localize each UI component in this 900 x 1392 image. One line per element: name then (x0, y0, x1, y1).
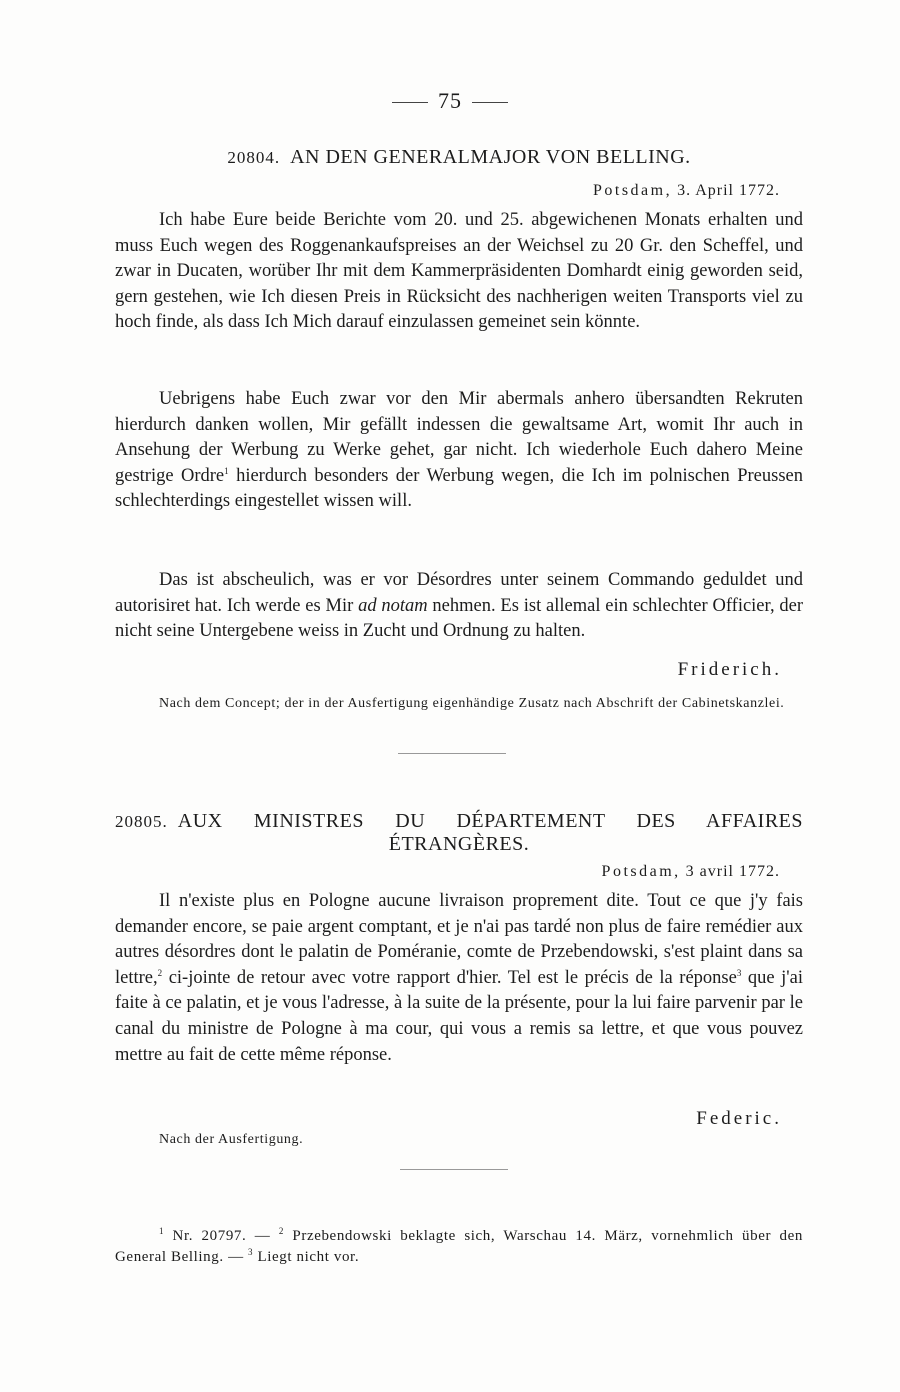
rule-left (392, 102, 428, 103)
letter2-number: 20805. (115, 812, 168, 831)
letter1-dateline (593, 182, 780, 200)
letter1-number: 20804. (227, 148, 281, 167)
section-separator (398, 753, 506, 754)
letter2-source-note: Nach der Ausfertigung. (159, 1132, 304, 1147)
page-number-line (0, 88, 900, 114)
letter2-place: Potsdam, (601, 863, 681, 880)
footnote-1: Nr. 20797. — (164, 1228, 279, 1244)
footnote-separator (400, 1169, 508, 1170)
letter2-heading (115, 810, 803, 856)
footnote-2: Przebendowski beklagte sich, Warschau 14. März, vornehmlich über den General Belling. — (115, 1228, 804, 1265)
letter1-paragraph-2-text-a: Uebrigens habe Euch zwar vor den Mir abermals anhero übersandten Rekruten hierdurch danken wollen, Mir gefällt indessen die gewaltsame Art, womit Ihr auch in Ansehung der Werbung zu Werke gehet, gar nicht. Ich wiederhole Euch dahero Meine gestrige Ordre (115, 389, 803, 486)
postscript-italic: ad notam (358, 595, 428, 616)
letter1-title: AN DEN GENERALMAJOR VON BELLING. (290, 146, 691, 168)
letter1-source-note: Nach dem Concept; der in der Ausfertigung eigenhändige Zusatz nach Abschrift der Cabinetskanzlei. (159, 696, 785, 711)
letter1-paragraph-1: Ich habe Eure beide Berichte vom 20. und 25. abgewichenen Monats erhalten und muss Euch wegen des Roggenankaufspreises an der Weichsel zu 20 Gr. den Scheffel, und zwar in Ducaten, worüber Ihr mit dem Kammerpräsidenten Domhardt einig geworden seid, gern gestehen, wie Ich diesen Preis in Rücksicht des nachherigen weiten Transports viel zu hoch finde, als dass Ich Mich darauf einzulassen gemeinet sein könnte. (115, 210, 803, 333)
letter1-place: Potsdam, (592, 182, 673, 199)
postscript-text-b: nehmen. Es ist allemal ein schlechter Officier, der nicht seine Untergebene weiss in Zucht und Ordnung zu halten. (115, 595, 803, 642)
letter1-heading (115, 146, 803, 169)
footnote-marker-3: 3 (248, 1247, 254, 1257)
letter2-title-line-2: ÉTRANGÈRES. (388, 833, 530, 855)
letter1-paragraph-2 (115, 387, 803, 515)
footnote-ref-1: 1 (224, 465, 229, 476)
letter2-heading-line-1 (115, 810, 803, 833)
footnote-ref-2: 2 (157, 967, 163, 978)
letter1-signature: Friderich. (677, 659, 782, 680)
rule-right (472, 102, 508, 103)
letter1-paragraph-2-text-b: hierdurch besonders der Werbung wegen, die Ich im polnischen Preussen schlechterdings eingestellet wissen will. (115, 465, 803, 512)
page-number: 75 (438, 88, 462, 113)
letter2-dateline (602, 863, 780, 881)
letter2-signature: Federic. (696, 1108, 782, 1129)
footnote-marker-1: 1 (159, 1226, 165, 1236)
footnotes (115, 1226, 803, 1268)
footnote-3: Liegt nicht vor. (253, 1249, 360, 1265)
footnote-ref-3: 3 (736, 967, 742, 978)
letter1-postscript (115, 568, 803, 645)
letter2-text-a: Il n'existe plus en Pologne aucune livraison proprement dite. Tout ce que j'y fais demander encore, se paie argent comptant, et je n'ai pas tardé non plus de faire remédier aux autres désordres dont le palatin de Poméranie, comte de Przebendowski, s'est plaint dans sa lettre, (115, 891, 803, 988)
postscript-text-a: Das ist abscheulich, was er vor Désordres unter seinem Commando geduldet und autorisiret hat. Ich werde es Mir (115, 570, 803, 616)
letter2-title-line-1: AUX MINISTRES DU DÉPARTEMENT DES AFFAIRES (177, 810, 803, 832)
footnote-marker-2: 2 (278, 1226, 284, 1236)
letter2-paragraph (115, 889, 803, 1068)
letter2-text-b: ci-jointe de retour avec votre rapport d'hier. Tel est le précis de la réponse (162, 967, 737, 988)
letter2-date: 3 avril 1772. (685, 863, 780, 880)
letter2-text-c: que j'ai faite à ce palatin, et je vous l'adresse, à la suite de la présente, pour la lui faire parvenir par le canal du ministre de Pologne à ma cour, qui vous a remis sa lettre, et que vous pouvez mettre au fait de cette même réponse. (115, 967, 803, 1065)
letter1-date: 3. April 1772. (677, 182, 780, 199)
